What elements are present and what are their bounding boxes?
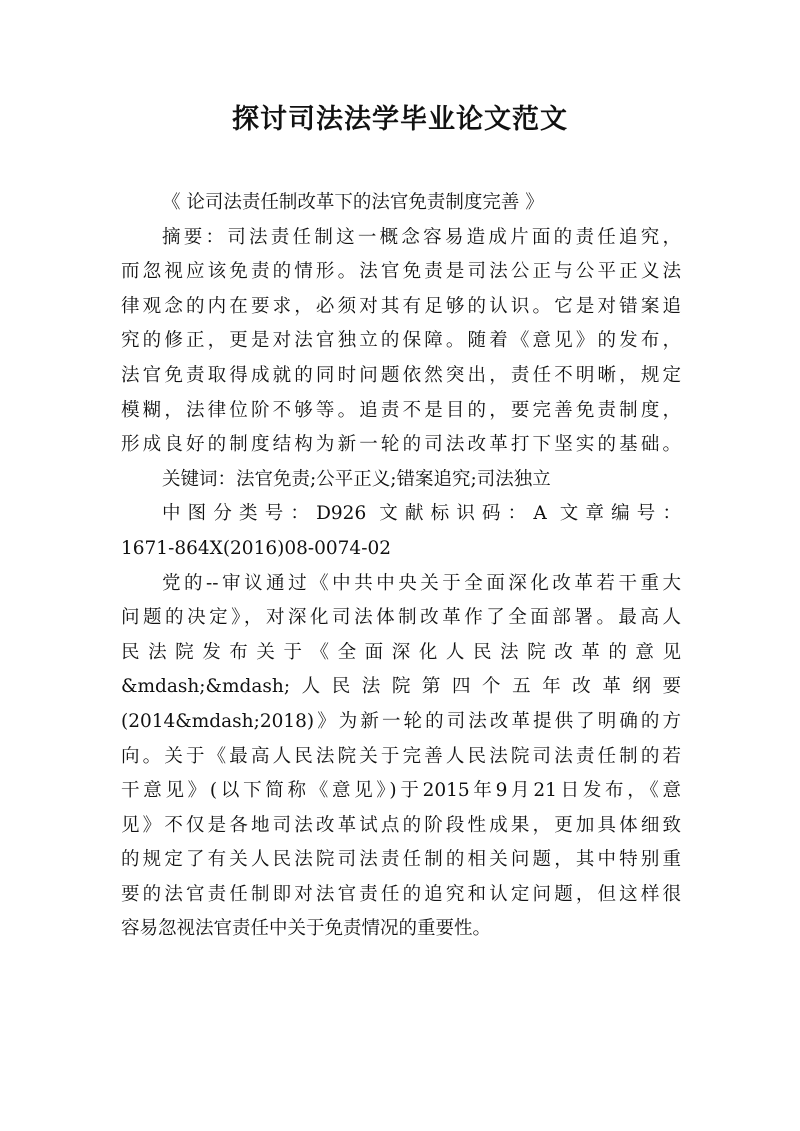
paragraph-line: (2014&mdash;2018)》为新一轮的司法改革提供了明确的方 — [121, 710, 681, 732]
abstract-line: 模糊，法律位阶不够等。追责不是目的，要完善免责制度， — [121, 399, 681, 421]
abstract-line: 摘要：司法责任制这一概念容易造成片面的责任追究， — [162, 226, 681, 248]
paragraph-line: 问题的决定》，对深化司法体制改革作了全面部署。最高人 — [121, 607, 681, 629]
classification-line: 中图分类号：D926 文献标识码：A 文章编号： — [162, 503, 681, 525]
abstract-line: 法官免责取得成就的同时问题依然突出，责任不明晰，规定 — [121, 364, 681, 386]
paragraph-line: 要的法官责任制即对法官责任的追究和认定问题，但这样很 — [121, 883, 681, 905]
classification-line: 1671-864X(2016)08-0074-02 — [121, 537, 391, 559]
paragraph-line: 的规定了有关人民法院司法责任制的相关问题，其中特别重 — [121, 849, 681, 871]
paragraph-line: 干意见》(以下简称《意见》)于2015年9月21日发布，《意 — [121, 780, 681, 802]
keywords-line: 关键词：法官免责;公平正义;错案追究;司法独立 — [162, 468, 551, 490]
document-body — [121, 186, 681, 947]
paragraph-line: 党的--审议通过《中共中央关于全面深化改革若干重大 — [162, 572, 681, 594]
paragraph-line: &mdash;&mdash;人民法院第四个五年改革纲要 — [121, 676, 681, 698]
abstract-line: 形成良好的制度结构为新一轮的司法改革打下坚实的基础。 — [121, 434, 681, 456]
document-title: 探讨司法法学毕业论文范文 — [232, 104, 568, 135]
abstract-line: 而忽视应该免责的情形。法官免责是司法公正与公平正义法 — [121, 261, 681, 283]
paragraph-line: 容易忽视法官责任中关于免责情况的重要性。 — [121, 918, 492, 940]
paragraph-line: 见》不仅是各地司法改革试点的阶段性成果，更加具体细致 — [121, 814, 681, 836]
abstract-line: 律观念的内在要求，必须对其有足够的认识。它是对错案追 — [121, 295, 681, 317]
abstract-line: 究的修正，更是对法官独立的保障。随着《意见》的发布， — [121, 330, 681, 352]
subtitle-line: 《 论司法责任制改革下的法官免责制度完善 》 — [162, 192, 544, 213]
paragraph-line: 民法院发布关于《全面深化人民法院改革的意见 — [121, 641, 681, 663]
paragraph-line: 向。关于《最高人民法院关于完善人民法院司法责任制的若 — [121, 745, 681, 767]
